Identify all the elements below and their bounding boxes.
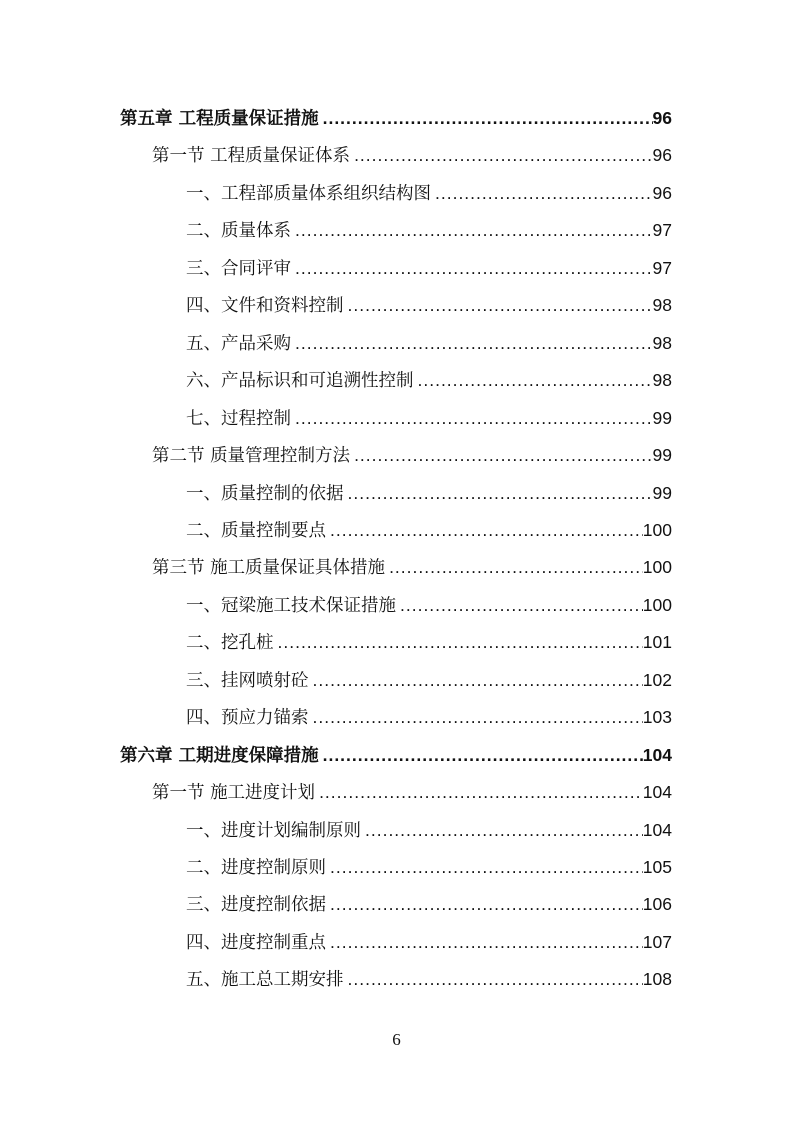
- toc-entry-page: 98: [652, 370, 672, 391]
- toc-entry-page: 100: [642, 594, 672, 615]
- toc-entry-page: 106: [642, 894, 672, 915]
- toc-entry-title: 一、质量控制的依据: [186, 483, 344, 504]
- toc-subsection-entry[interactable]: [186, 702, 672, 732]
- dot-leader: [295, 253, 653, 283]
- toc-entry-page: 96: [652, 182, 672, 203]
- toc-subsection-entry[interactable]: [186, 365, 672, 395]
- dot-leader: [319, 777, 643, 807]
- dot-leader: [435, 178, 653, 208]
- toc-entry-page: 105: [642, 857, 672, 877]
- toc-entry-title: 第五章 工程质量保证措施: [120, 109, 319, 129]
- toc-entry-page: 100: [642, 519, 672, 540]
- toc-entry-page: 97: [652, 220, 672, 241]
- dot-leader: [330, 852, 643, 882]
- toc-entry-page: 99: [652, 407, 672, 428]
- toc-subsection-entry[interactable]: [186, 852, 672, 882]
- dot-leader: [354, 440, 652, 470]
- toc-subsection-entry[interactable]: [186, 590, 672, 620]
- dot-leader: [354, 140, 652, 170]
- toc-entry-title: 一、冠梁施工技术保证措施: [186, 595, 396, 616]
- dot-leader: [348, 478, 653, 508]
- dot-leader: [330, 515, 643, 545]
- toc-entry-page: 104: [642, 819, 672, 840]
- toc-subsection-entry[interactable]: [186, 215, 672, 245]
- toc-subsection-entry[interactable]: [186, 290, 672, 320]
- toc-entry-title: 一、进度计划编制原则: [186, 820, 361, 841]
- toc-entry-page: 97: [652, 257, 672, 278]
- toc-entry-title: 六、产品标识和可追溯性控制: [186, 371, 414, 392]
- toc-entry-title: 四、文件和资料控制: [186, 296, 344, 317]
- toc-subsection-entry[interactable]: [186, 515, 672, 545]
- dot-leader: [295, 215, 653, 245]
- toc-entry-page: 96: [652, 145, 672, 166]
- toc-subsection-entry[interactable]: [186, 815, 672, 845]
- toc-entry-title: 第一节 工程质量保证体系: [152, 146, 351, 167]
- toc-entry-title: 四、预应力锚索: [186, 708, 309, 729]
- page-number: 6: [392, 1030, 401, 1049]
- dot-leader: [323, 103, 653, 133]
- dot-leader: [418, 365, 653, 395]
- toc-subsection-entry[interactable]: [186, 403, 672, 433]
- toc-entry-title: 二、进度控制原则: [186, 858, 326, 878]
- toc-subsection-entry[interactable]: [186, 889, 672, 919]
- toc-entry-page: 104: [642, 782, 672, 803]
- dot-leader: [313, 665, 643, 695]
- toc-entry-title: 第六章 工期进度保障措施: [120, 745, 319, 766]
- toc-entry-title: 二、质量体系: [186, 221, 291, 242]
- toc-entry-title: 三、进度控制依据: [186, 895, 326, 916]
- toc-entry-page: 98: [652, 295, 672, 316]
- dot-leader: [389, 552, 643, 582]
- dot-leader: [313, 702, 643, 732]
- toc-entry-title: 第三节 施工质量保证具体措施: [152, 558, 386, 579]
- dot-leader: [295, 403, 653, 433]
- toc-entry-title: 五、施工总工期安排: [186, 970, 344, 991]
- toc-entry-title: 三、挂网喷射砼: [186, 670, 309, 691]
- toc-entry-title: 二、质量控制要点: [186, 520, 326, 541]
- toc-subsection-entry[interactable]: [186, 627, 672, 657]
- toc-entry-title: 二、挖孔桩: [186, 633, 274, 654]
- dot-leader: [400, 590, 643, 620]
- dot-leader: [278, 627, 643, 657]
- toc-section-entry[interactable]: [152, 552, 672, 582]
- dot-leader: [295, 328, 653, 358]
- toc-entry-page: 100: [642, 557, 672, 578]
- toc-subsection-entry[interactable]: [186, 253, 672, 283]
- toc-entry-page: 102: [642, 669, 672, 690]
- toc-entry-page: 99: [652, 445, 672, 466]
- toc-entry-title: 七、过程控制: [186, 408, 291, 429]
- toc-entry-page: 104: [642, 744, 672, 765]
- toc-entry-title: 四、进度控制重点: [186, 932, 326, 953]
- toc-entry-page: 108: [642, 969, 672, 990]
- toc-entry-page: 101: [642, 632, 672, 653]
- toc-subsection-entry[interactable]: [186, 328, 672, 358]
- toc-chapter-entry[interactable]: [120, 103, 672, 133]
- toc-entry-title: 第一节 施工进度计划: [152, 783, 316, 804]
- toc-entry-title: 五、产品采购: [186, 333, 291, 354]
- toc-subsection-entry[interactable]: [186, 964, 672, 994]
- toc-entry-title: 三、合同评审: [186, 258, 291, 279]
- toc-entry-page: 96: [652, 108, 672, 128]
- dot-leader: [348, 290, 653, 320]
- toc-entry-page: 107: [642, 931, 672, 952]
- toc-subsection-entry[interactable]: [186, 927, 672, 957]
- toc-subsection-entry[interactable]: [186, 478, 672, 508]
- toc-section-entry[interactable]: [152, 440, 672, 470]
- toc-subsection-entry[interactable]: [186, 178, 672, 208]
- toc-entry-title: 一、工程部质量体系组织结构图: [186, 183, 431, 204]
- toc-section-entry[interactable]: [152, 140, 672, 170]
- dot-leader: [330, 927, 643, 957]
- dot-leader: [330, 889, 643, 919]
- dot-leader: [348, 964, 643, 994]
- toc-subsection-entry[interactable]: [186, 665, 672, 695]
- toc-section-entry[interactable]: [152, 777, 672, 807]
- dot-leader: [365, 815, 643, 845]
- dot-leader: [323, 740, 643, 770]
- toc-chapter-entry[interactable]: [120, 740, 672, 770]
- toc-entry-page: 98: [652, 332, 672, 353]
- toc-entry-page: 99: [652, 482, 672, 503]
- toc-entry-title: 第二节 质量管理控制方法: [152, 446, 351, 467]
- toc-entry-page: 103: [642, 707, 672, 728]
